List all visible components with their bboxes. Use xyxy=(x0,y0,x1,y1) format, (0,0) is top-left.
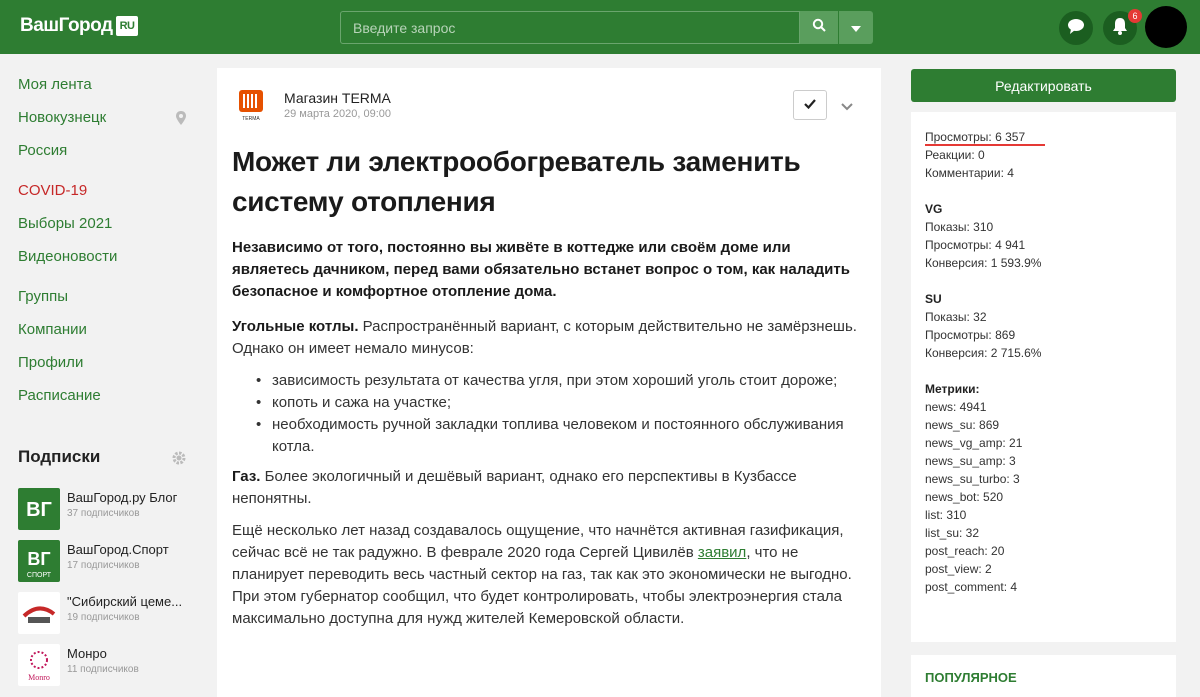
article-link[interactable]: заявил xyxy=(697,544,747,561)
views-stat: Просмотры: 6 357 xyxy=(925,130,1026,144)
svg-text:TERMA: TERMA xyxy=(242,116,260,122)
article-paragraph: Ещё несколько лет назад создавалось ощущение, что начнётся активная газификация, сейчас всё не так радужно. В феврале 2020 года Сергей Цивилёв заявил, что не планирует переводить весь частный сектор на газ, так как это экономически не выгодно. При этом губернатор сообщил, что будет контролировать, чтобы электроэнергия стала максимально доступна для нужд жителей Кемеровской области. xyxy=(232,522,852,627)
article-paragraph: Угольные котлы. Распространённый вариант, с которым действительно не замёрзнешь. Однако он имеет немало минусов: xyxy=(232,318,857,357)
chat-icon xyxy=(1067,18,1085,39)
notification-badge: 6 xyxy=(1128,9,1142,23)
search-options-button[interactable] xyxy=(839,11,873,44)
subscription-count: 17 подписчиков xyxy=(67,560,140,571)
metric-item: list_su: 32 xyxy=(925,526,980,540)
subscription-name: ВашГород.Спорт xyxy=(67,542,169,557)
subscription-item[interactable] xyxy=(18,644,198,688)
metric-item: news_su: 869 xyxy=(925,418,1000,432)
metric-item: post_comment: 4 xyxy=(925,580,1018,594)
vg-stats-title: VG xyxy=(925,202,943,216)
mark-read-button[interactable] xyxy=(793,90,827,120)
nav-item-videonews[interactable]: Видеоновости xyxy=(18,248,118,265)
subscription-count: 11 подписчиков xyxy=(67,664,139,675)
svg-text:СПОРТ: СПОРТ xyxy=(26,572,52,579)
edit-button[interactable]: Редактировать xyxy=(911,69,1176,102)
vg-shows: Показы: 310 xyxy=(925,220,994,234)
stats-panel xyxy=(911,112,1176,642)
subscription-name: ВашГород.ру Блог xyxy=(67,490,178,505)
comments-stat: Комментарии: 4 xyxy=(925,166,1014,180)
checkmark-icon xyxy=(804,96,816,114)
article-bullet-list xyxy=(232,370,862,458)
metric-item: news: 4941 xyxy=(925,400,987,414)
nav-item-my-feed[interactable]: Моя лента xyxy=(18,76,92,93)
svg-text:Monro: Monro xyxy=(28,673,50,682)
search-input[interactable] xyxy=(341,12,799,43)
nav-item-covid[interactable]: COVID-19 xyxy=(18,182,88,199)
top-header xyxy=(0,0,1200,54)
article-paragraph: Газ. Более экологичный и дешёвый вариант, однако его перспективы в Кузбассе непонятны. xyxy=(232,468,797,507)
nav-item-profiles[interactable]: Профили xyxy=(18,354,84,371)
metrics-title: Метрики: xyxy=(925,382,980,396)
publish-date: 29 марта 2020, 09:00 xyxy=(284,108,392,120)
monro-logo-icon xyxy=(18,644,60,686)
list-item: • необходимость ручной закладки топлива человеком и постоянного обслуживания котла. xyxy=(254,414,862,458)
subscription-name: "Сибирский цеме... xyxy=(67,594,183,609)
metric-item: news_su_amp: 3 xyxy=(925,454,1016,468)
article-title: Может ли электрообогреватель заменить системy отопления xyxy=(232,146,801,217)
messages-button[interactable] xyxy=(1059,11,1093,45)
search-box xyxy=(340,11,800,44)
chevron-down-icon xyxy=(851,19,861,37)
vg-views: Просмотры: 4 941 xyxy=(925,238,1026,252)
list-item: • зависимость результата от качества угля, при этом хороший уголь стоит дороже; xyxy=(254,370,862,392)
su-views: Просмотры: 869 xyxy=(925,328,1016,342)
sport-logo-icon xyxy=(18,540,60,582)
bell-icon xyxy=(1112,17,1128,40)
nav-item-schedule[interactable]: Расписание xyxy=(18,387,101,404)
metric-item: news_vg_amp: 21 xyxy=(925,436,1023,450)
svg-text:ВГ: ВГ xyxy=(27,549,51,569)
nav-item-novokuznetsk[interactable]: Новокузнецк xyxy=(18,109,107,126)
metric-item: post_reach: 20 xyxy=(925,544,1005,558)
su-shows: Показы: 32 xyxy=(925,310,987,324)
cement-logo-icon xyxy=(18,592,60,634)
left-navigation xyxy=(18,72,198,416)
search-icon xyxy=(812,18,826,37)
user-avatar[interactable] xyxy=(1145,6,1187,48)
blog-logo-icon xyxy=(18,488,60,530)
subscription-item[interactable] xyxy=(18,592,198,636)
subscription-count: 19 подписчиков xyxy=(67,612,140,623)
metric-item: news_bot: 520 xyxy=(925,490,1004,504)
gear-icon[interactable] xyxy=(172,451,186,470)
logo-text: ВашГород xyxy=(20,15,113,36)
source-logo[interactable] xyxy=(237,88,265,122)
subscription-name: Монро xyxy=(67,646,107,661)
nav-item-groups[interactable]: Группы xyxy=(18,288,68,305)
svg-text:ВГ: ВГ xyxy=(26,499,52,521)
views-highlight-underline xyxy=(925,144,1045,146)
subscriptions-title: Подписки xyxy=(18,447,101,466)
logo-badge: RU xyxy=(116,16,139,36)
su-stats-title: SU xyxy=(925,292,942,306)
popular-title[interactable]: ПОПУЛЯРНОЕ xyxy=(925,670,1017,685)
search-button[interactable] xyxy=(800,11,838,44)
site-logo[interactable] xyxy=(20,15,138,37)
article-body xyxy=(232,142,862,640)
location-pin-icon[interactable] xyxy=(176,111,186,130)
metric-item: list: 310 xyxy=(925,508,967,522)
nav-item-russia[interactable]: Россия xyxy=(18,142,68,159)
subscription-item[interactable] xyxy=(18,540,198,584)
reactions-stat: Реакции: 0 xyxy=(925,148,985,162)
metric-item: news_su_turbo: 3 xyxy=(925,472,1020,486)
article-lead: Независимо от того, постоянно вы живёте в коттедже или своём доме или являетесь дачником, перед вами обязательно встанет вопрос о том, как наладить безопасное и комфортное отопление дома. xyxy=(232,239,850,300)
su-conversion: Конверсия: 2 715.6% xyxy=(925,346,1042,360)
metric-item: post_view: 2 xyxy=(925,562,992,576)
nav-item-elections[interactable]: Выборы 2021 xyxy=(18,215,113,232)
popular-panel xyxy=(911,655,1176,697)
subscription-count: 37 подписчиков xyxy=(67,508,140,519)
article-card xyxy=(217,68,881,697)
subscription-item[interactable] xyxy=(18,488,198,532)
chevron-down-icon[interactable] xyxy=(841,98,853,116)
list-item: • копоть и сажа на участке; xyxy=(254,392,862,414)
source-name[interactable]: Магазин TERMA xyxy=(284,90,391,106)
vg-conversion: Конверсия: 1 593.9% xyxy=(925,256,1042,270)
nav-item-companies[interactable]: Компании xyxy=(18,321,87,338)
